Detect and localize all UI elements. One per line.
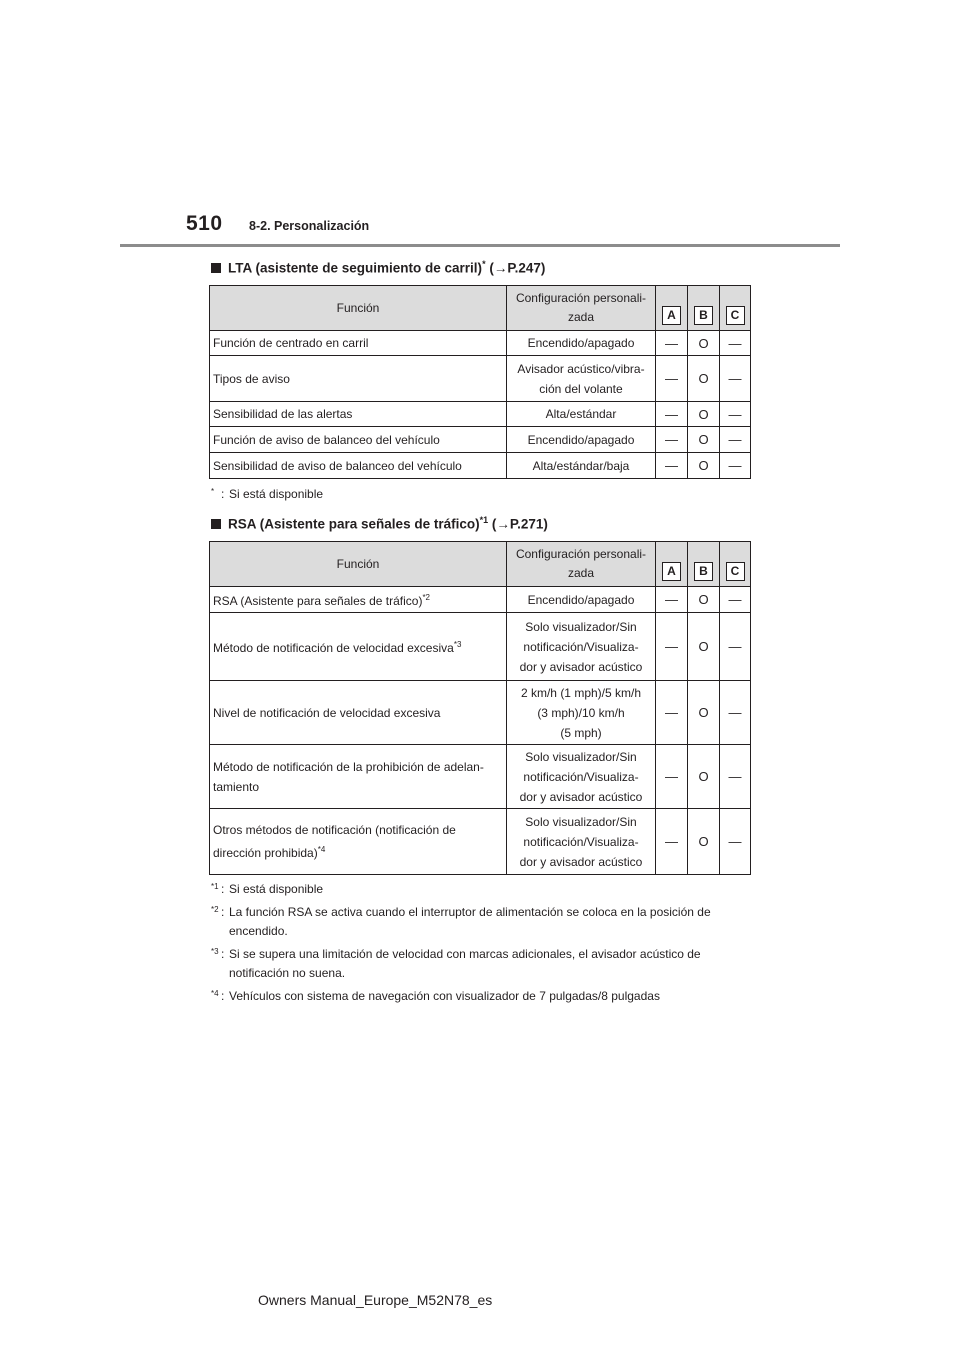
- rsa-heading-ref: (→P.271): [488, 516, 548, 532]
- footnote-text-line1: Si se supera una limitación de velocidad con marcas adicionales, el avisador acústico de: [229, 947, 701, 961]
- footnote-colon: :: [221, 947, 225, 961]
- footnote-mark: *2: [211, 905, 219, 914]
- lta-col-config: [507, 286, 656, 331]
- rsa-heading-text: RSA (Asistente para señales de tráfico): [228, 516, 480, 532]
- mark-a-cell: —: [656, 402, 688, 427]
- footnote-mark: *: [211, 487, 215, 496]
- value-line2: (3 mph)/10 km/h: [537, 705, 625, 720]
- table-row: [210, 402, 751, 427]
- table-row: [210, 745, 751, 809]
- func-text-line2: dirección prohibida): [213, 846, 318, 860]
- mark-c-cell: —: [720, 453, 751, 479]
- footnote-colon: :: [221, 905, 225, 919]
- value-line1: Solo visualizador/Sin: [525, 749, 637, 764]
- lta-heading: [211, 259, 545, 276]
- mark-a-cell: —: [656, 587, 688, 613]
- rsa-col-b: [688, 542, 720, 587]
- rsa-col-c: [720, 542, 751, 587]
- func-sup: *3: [453, 640, 462, 649]
- lta-col-funcion: Función: [210, 286, 507, 331]
- value-line3: dor y avisador acústico: [519, 789, 643, 804]
- mark-c-cell: —: [720, 809, 751, 875]
- lta-col-config-line2: zada: [567, 310, 595, 324]
- lta-col-c-box: C: [726, 306, 745, 325]
- mark-a-cell: —: [656, 681, 688, 745]
- lta-heading-text: LTA (asistente de seguimiento de carril): [228, 260, 483, 276]
- value-cell: [507, 613, 656, 681]
- mark-a-cell: —: [656, 745, 688, 809]
- func-cell: Función de aviso de balanceo del vehículo: [210, 427, 507, 453]
- func-cell: Función de centrado en carril: [210, 331, 507, 356]
- rsa-col-a: [656, 542, 688, 587]
- rsa-col-a-box: A: [662, 562, 681, 581]
- lta-col-b: [688, 286, 720, 331]
- func-cell: [210, 809, 507, 875]
- mark-c-cell: —: [720, 613, 751, 681]
- table-row: [210, 356, 751, 402]
- footnote-text-line1: La función RSA se activa cuando el interruptor de alimentación se coloca en la posición de: [229, 905, 711, 919]
- footer-document-id: Owners Manual_Europe_M52N78_es: [258, 1292, 493, 1308]
- value-line1: Solo visualizador/Sin: [525, 619, 637, 634]
- footnote-text-line2: notificación no suena.: [229, 966, 346, 980]
- rsa-table: [209, 541, 751, 875]
- table-row: [210, 809, 751, 875]
- mark-a-cell: —: [656, 613, 688, 681]
- mark-a-cell: —: [656, 809, 688, 875]
- func-cell: [210, 613, 507, 681]
- func-cell: Sensibilidad de las alertas: [210, 402, 507, 427]
- value-line1: Solo visualizador/Sin: [525, 814, 637, 829]
- mark-b-cell: O: [688, 809, 720, 875]
- mark-b-cell: O: [688, 453, 720, 479]
- table-row: [210, 613, 751, 681]
- value-line2: notificación/Visualiza-: [523, 834, 639, 849]
- footnote-mark: *3: [211, 947, 219, 956]
- func-cell: Tipos de aviso: [210, 356, 507, 402]
- func-text: RSA (Asistente para señales de tráfico): [213, 594, 423, 608]
- footnote-colon: :: [221, 487, 225, 501]
- rsa-col-config-line1: Configuración personali-: [515, 547, 647, 561]
- rsa-footnote-4: [211, 987, 751, 1006]
- value-cell: Alta/estándar: [507, 402, 656, 427]
- value-cell: [507, 745, 656, 809]
- value-cell: [507, 356, 656, 402]
- lta-col-c: [720, 286, 751, 331]
- value-cell: [507, 809, 656, 875]
- mark-c-cell: —: [720, 402, 751, 427]
- lta-table: [209, 285, 751, 479]
- func-text: Método de notificación de velocidad excesiva: [213, 641, 454, 655]
- mark-a-cell: —: [656, 453, 688, 479]
- table-row: [210, 587, 751, 613]
- rsa-heading-sup: *1: [479, 515, 489, 525]
- value-line3: dor y avisador acústico: [519, 854, 643, 869]
- rsa-footnote-2: [211, 903, 751, 941]
- table-row: [210, 681, 751, 745]
- value-cell: [507, 681, 656, 745]
- lta-col-config-line1: Configuración personali-: [515, 291, 647, 305]
- mark-b-cell: O: [688, 402, 720, 427]
- mark-c-cell: —: [720, 745, 751, 809]
- mark-b-cell: O: [688, 745, 720, 809]
- mark-b-cell: O: [688, 427, 720, 453]
- table-row: [210, 427, 751, 453]
- rsa-col-b-box: B: [694, 562, 713, 581]
- value-cell: Encendido/apagado: [507, 587, 656, 613]
- func-text-line1: Método de notificación de la prohibición de adelan-: [213, 759, 484, 774]
- footnote-mark: *4: [211, 989, 219, 998]
- mark-b-cell: O: [688, 587, 720, 613]
- value-line2: notificación/Visualiza-: [523, 639, 639, 654]
- func-text: Nivel de notificación de velocidad excesiva: [213, 705, 441, 720]
- mark-a-cell: —: [656, 356, 688, 402]
- value-cell: Alta/estándar/baja: [507, 453, 656, 479]
- func-sup: *2: [422, 593, 430, 602]
- rsa-footnote-1: [211, 880, 751, 899]
- value-cell: Encendido/apagado: [507, 427, 656, 453]
- mark-a-cell: —: [656, 331, 688, 356]
- lta-footnote: [211, 485, 751, 504]
- footnote-mark: *1: [211, 882, 219, 891]
- value-line2: ción del volante: [539, 381, 623, 396]
- func-text-line2: tamiento: [213, 779, 260, 794]
- section-title: 8-2. Personalización: [249, 219, 370, 233]
- func-cell: Sensibilidad de aviso de balanceo del vehículo: [210, 453, 507, 479]
- rsa-col-funcion: Función: [210, 542, 507, 587]
- footnote-colon: :: [221, 989, 225, 1003]
- rsa-heading: [211, 515, 548, 532]
- page-number: 510: [186, 212, 223, 235]
- func-cell: [210, 681, 507, 745]
- value-cell: Encendido/apagado: [507, 331, 656, 356]
- table-row: [210, 331, 751, 356]
- value-line2: notificación/Visualiza-: [523, 769, 639, 784]
- lta-heading-sup: *: [482, 259, 486, 269]
- mark-b-cell: O: [688, 356, 720, 402]
- heading-bullet-square: [211, 519, 221, 529]
- header-rule: [120, 244, 840, 247]
- heading-bullet-square: [211, 263, 221, 273]
- lta-table-header-row: [210, 286, 751, 331]
- value-line1: 2 km/h (1 mph)/5 km/h: [520, 685, 642, 700]
- footnote-text: Si está disponible: [229, 882, 324, 896]
- footnote-text: Si está disponible: [229, 487, 324, 501]
- lta-heading-ref: (→P.247): [485, 260, 546, 276]
- lta-col-b-box: B: [694, 306, 713, 325]
- func-cell: [210, 587, 507, 613]
- value-line1: Avisador acústico/vibra-: [517, 361, 645, 376]
- func-cell: [210, 745, 507, 809]
- mark-c-cell: —: [720, 681, 751, 745]
- mark-b-cell: O: [688, 331, 720, 356]
- func-text-line1: Otros métodos de notificación (notificación de: [213, 823, 456, 837]
- func-sup: *4: [317, 845, 326, 854]
- rsa-table-header-row: [210, 542, 751, 587]
- table-row: [210, 453, 751, 479]
- mark-c-cell: —: [720, 356, 751, 402]
- rsa-col-c-box: C: [726, 562, 745, 581]
- lta-col-a: [656, 286, 688, 331]
- mark-c-cell: —: [720, 427, 751, 453]
- mark-b-cell: O: [688, 613, 720, 681]
- footnote-text: Vehículos con sistema de navegación con visualizador de 7 pulgadas/8 pulgadas: [229, 989, 660, 1003]
- rsa-footnote-3: [211, 945, 751, 983]
- mark-b-cell: O: [688, 681, 720, 745]
- mark-c-cell: —: [720, 331, 751, 356]
- footnote-colon: :: [221, 882, 225, 896]
- rsa-col-config-line2: zada: [567, 566, 595, 580]
- value-line3: dor y avisador acústico: [519, 659, 643, 674]
- lta-col-a-box: A: [662, 306, 681, 325]
- value-line3: (5 mph): [560, 725, 602, 740]
- rsa-col-config: [507, 542, 656, 587]
- mark-a-cell: —: [656, 427, 688, 453]
- footnote-text-line2: encendido.: [229, 924, 288, 938]
- mark-c-cell: —: [720, 587, 751, 613]
